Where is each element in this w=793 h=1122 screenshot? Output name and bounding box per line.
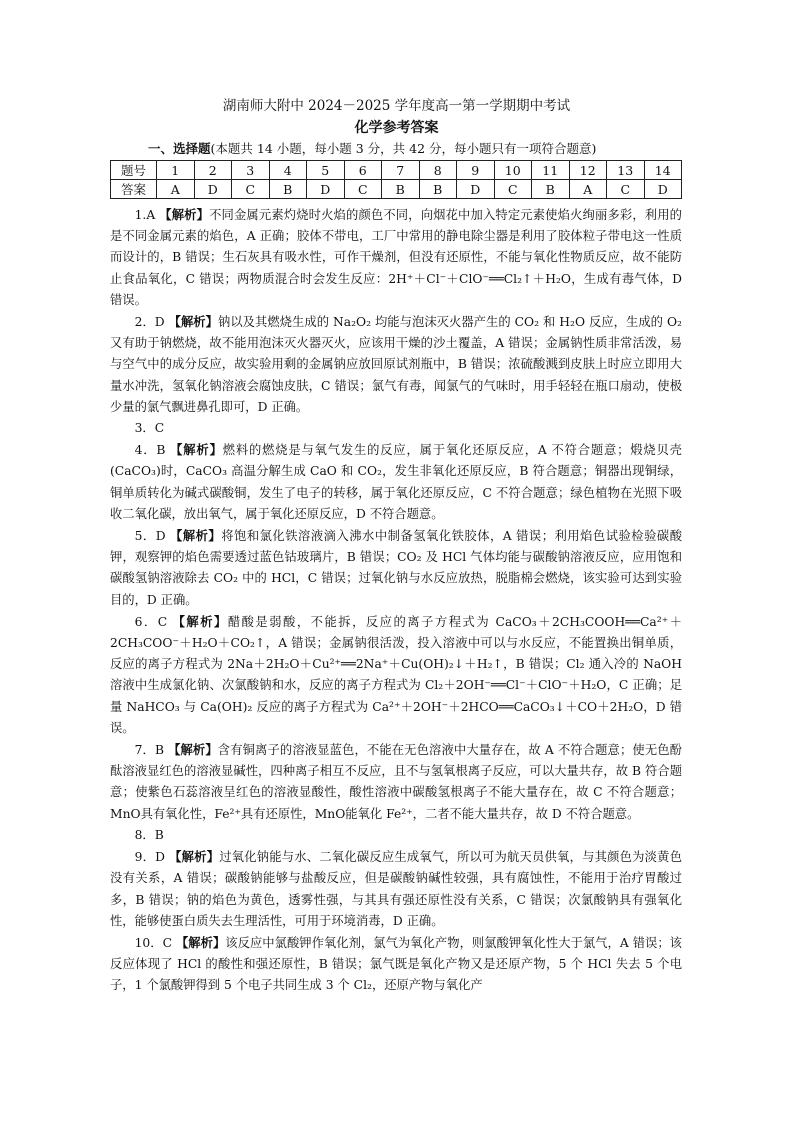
- answer-cell: D: [644, 180, 682, 199]
- analysis-tag: 【解析】: [168, 314, 218, 330]
- answer-cell: B: [269, 180, 307, 199]
- analysis-tag: 【解析】: [168, 742, 218, 758]
- explanation-text: 过氧化钠能与水、二氧化碳反应生成氧气，所以可为航天员供氧，与其颜色为淡黄色没有关系，A 错误；碳酸钠能够与盐酸反应，但是碳酸钠碱性较强，具有腐蚀性，不能用于治疗胃酸过多，B 错误；钠的焰色为黄色，透雾性强，与其具有强还原性没有关系，C 错误；次氯酸钠具有强氧化性，能够使蛋白质失去生理活性，可用于环境消毒，D 正确。: [110, 850, 682, 928]
- explanation-text: 将饱和氯化铁溶液滴入沸水中制备氢氧化铁胶体，A 错误；利用焰色试验检验碳酸钾，观察钾的焰色需要透过蓝色钴玻璃片，B 错误；CO₂ 及 HCl 气体均能与碳酸钠溶液反应，应用饱和碳酸氢钠溶液除去 CO₂ 中的 HCl，C 错误；过氧化钠与水反应放热，脱脂棉会燃烧，该实验可达到实验目的，D 正确。: [110, 529, 682, 607]
- answer-cell: D: [457, 180, 495, 199]
- explanation-item: [110, 418, 682, 439]
- answer-table-row-numbers: [111, 161, 682, 180]
- question-number: 2: [194, 161, 232, 180]
- explanations: [110, 204, 682, 997]
- answer-subtitle: 化学参考答案: [354, 120, 439, 136]
- exam-title: 湖南师大附中 2024－2025 学年度高一第一学期期中考试: [222, 98, 571, 114]
- answer-cell: A: [569, 180, 607, 199]
- explanation-item: [110, 439, 682, 525]
- explanation-head: 9．D: [134, 850, 166, 865]
- answer-cell: C: [607, 180, 645, 199]
- explanation-head: 3．C: [134, 421, 165, 436]
- answer-cell: C: [344, 180, 382, 199]
- section-title: 一、选择题: [148, 141, 211, 156]
- answer-cell: D: [307, 180, 345, 199]
- analysis-tag: 【解析】: [169, 849, 220, 865]
- explanation-item: [110, 846, 682, 932]
- question-number: 11: [532, 161, 570, 180]
- answer-table-row-answers: [111, 180, 682, 199]
- explanation-head: 5．D: [134, 529, 166, 544]
- table-header-number: 题号: [111, 161, 157, 180]
- explanation-item: [110, 204, 682, 311]
- answer-cell: C: [494, 180, 532, 199]
- answer-cell: B: [419, 180, 457, 199]
- answer-table: [110, 160, 682, 199]
- table-header-answer: 答案: [111, 180, 157, 199]
- analysis-tag: 【解析】: [159, 207, 210, 222]
- question-number: 6: [344, 161, 382, 180]
- section-note: (本题共 14 小题，每小题 3 分，共 42 分，每小题只有一项符合题意): [210, 141, 597, 156]
- explanation-item: [110, 825, 682, 846]
- explanation-head: 8．B: [134, 827, 164, 842]
- explanation-text: 醋酸是弱酸，不能拆，反应的离子方程式为 CaCO₃＋2CH₃COOH══Ca²⁺＋2CH₃COO⁻＋H₂O＋CO₂↑，A 错误；金属钠很活泼，投入溶液中可以与水反应，不能置换出铜单质，反应的离子方程式为 2Na＋2H₂O＋Cu²⁺══2Na⁺＋Cu(OH)₂↓＋H₂↑，B 错误；Cl₂ 通入冷的 NaOH 溶液中生成氯化钠、次氯酸钠和水，反应的离子方程式为 Cl₂＋2OH⁻══Cl⁻＋ClO⁻＋H₂O，C 正确；足量 NaHCO₃ 与 Ca(OH)₂ 反应的离子方程式为 Ca²⁺＋2OH⁻＋2HCO══CaCO₃↓＋CO＋2H₂O，D 错误。: [110, 614, 682, 735]
- question-number: 7: [382, 161, 420, 180]
- question-number: 12: [569, 161, 607, 180]
- question-number: 14: [644, 161, 682, 180]
- question-number: 4: [269, 161, 307, 180]
- explanation-head: 7．B: [134, 743, 165, 758]
- section-heading: [148, 141, 596, 157]
- answer-cell: D: [194, 180, 232, 199]
- explanation-head: 10．C: [134, 935, 173, 950]
- explanation-head: 1.A: [134, 208, 156, 222]
- explanation-head: 2．D: [134, 315, 165, 330]
- analysis-tag: 【解析】: [170, 528, 222, 544]
- explanation-item: [110, 932, 682, 997]
- explanation-head: 4．B: [134, 443, 166, 458]
- question-number: 5: [307, 161, 345, 180]
- explanation-text: 不同金属元素灼烧时火焰的颜色不同，向烟花中加入特定元素使焰火绚丽多彩，利用的是不同金属元素的焰色，A 正确；胶体不带电，工厂中常用的静电除尘器是利用了胶体粒子带电这一性质而设计的，B 错误；生石灰具有吸水性，可作干燥剂，但没有还原性，不能与氧化性物质反应，故不能防止食品氧化，C 错误；两物质混合时会发生反应：2H⁺＋Cl⁻＋ClO⁻══Cl₂↑＋H₂O，生成有毒气体，D 错误。: [110, 208, 682, 307]
- explanation-item: [110, 739, 682, 825]
- answer-cell: B: [532, 180, 570, 199]
- explanation-text: 该反应中氯酸钾作氧化剂，氯气为氧化产物，则氯酸钾氧化性大于氯气，A 错误；该反应体现了 HCl 的酸性和强还原性，B 错误；氯气既是氧化产物又是还原产物，5 个 HCl 失去 5 个电子，1 个氯酸钾得到 5 个电子共同生成 3 个 Cl₂，还原产物与氧化产: [110, 935, 682, 993]
- explanation-text: 燃料的燃烧是与氧气发生的反应，属于氧化还原反应，A 不符合题意；煅烧贝壳(CaCO₃)时，CaCO₃ 高温分解生成 CaO 和 CO₂，发生非氧化还原反应，B 符合题意；铜器出现铜绿，铜单质转化为碱式碳酸铜，发生了电子的转移，属于氧化还原反应，C 不符合题意；绿色植物在光照下吸收二氧化碳，放出氧气，属于氧化还原反应，D 不符合题意。: [110, 443, 682, 521]
- explanation-head: 6．C: [134, 614, 168, 629]
- answer-cell: B: [382, 180, 420, 199]
- question-number: 1: [157, 161, 195, 180]
- answer-cell: A: [157, 180, 195, 199]
- explanation-item: [110, 311, 682, 418]
- analysis-tag: 【解析】: [172, 613, 228, 629]
- explanation-item: [110, 525, 682, 611]
- question-number: 13: [607, 161, 645, 180]
- question-number: 10: [494, 161, 532, 180]
- question-number: 3: [232, 161, 270, 180]
- explanation-item: [110, 611, 682, 739]
- analysis-tag: 【解析】: [170, 442, 223, 458]
- explanation-text: 钠以及其燃烧生成的 Na₂O₂ 均能与泡沫灭火器产生的 CO₂ 和 H₂O 反应，生成的 O₂ 又有助于钠燃烧，故不能用泡沫灭火器灭火，应该用干燥的沙土覆盖，A 错误；金属钠性质非常活泼，易与空气中的成分反应，故实验用剩的金属钠应放回原试剂瓶中，B 错误；浓硫酸溅到皮肤上时应立即用大量水冲洗，氢氧化钠溶液会腐蚀皮肤，C 错误；氯气有毒，闻氯气的气味时，用手轻轻在瓶口扇动，使极少量的氯气飘进鼻孔即可，D 正确。: [110, 315, 682, 414]
- answer-cell: C: [232, 180, 270, 199]
- question-number: 9: [457, 161, 495, 180]
- explanation-text: 含有铜离子的溶液显蓝色，不能在无色溶液中大量存在，故 A 不符合题意；使无色酚酞溶液显红色的溶液显碱性，四种离子相互不反应，且不与氢氧根离子反应，可以大量共存，故 B 符合题意；使紫色石蕊溶液呈红色的溶液显酸性，酸性溶液中碳酸氢根离子不能大量存在，故 C 不符合题意；MnO具有氧化性，Fe²⁺具有还原性，MnO能氧化 Fe²⁺，二者不能大量共存，故 D 不符合题意。: [110, 743, 682, 821]
- question-number: 8: [419, 161, 457, 180]
- analysis-tag: 【解析】: [175, 934, 226, 950]
